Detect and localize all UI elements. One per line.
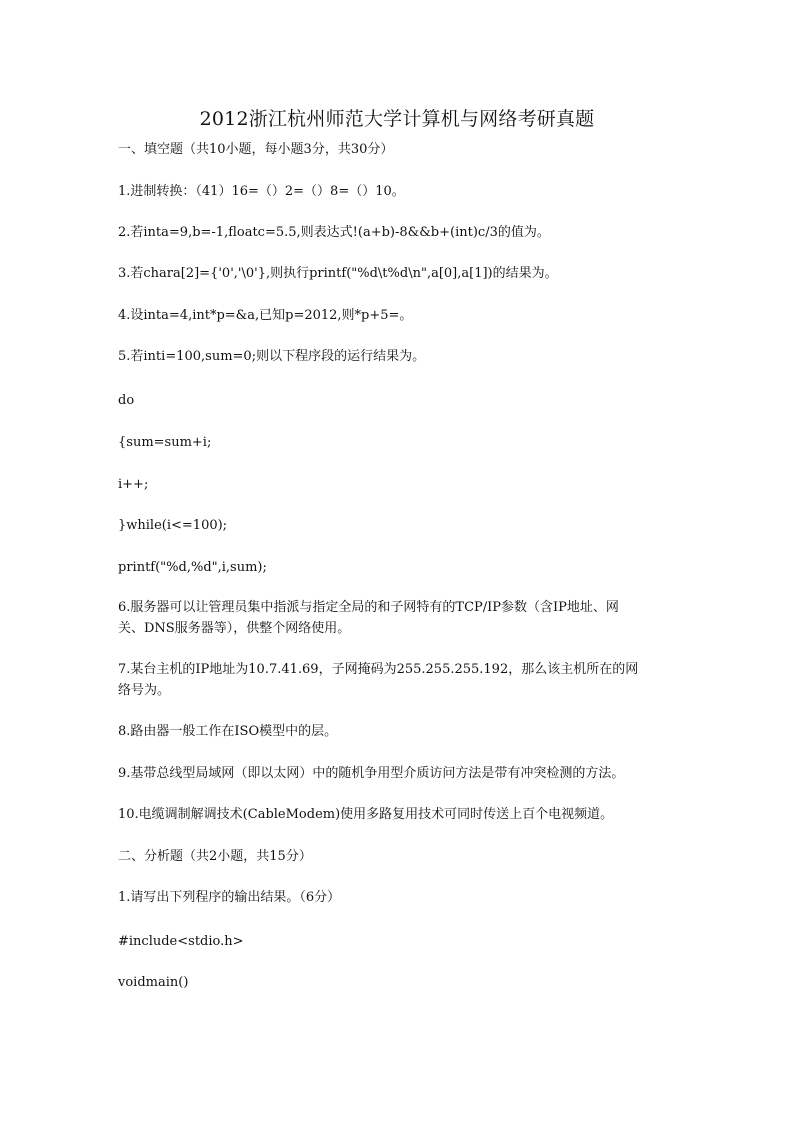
question-8: 8.路由器一般工作在ISO模型中的层。 xyxy=(118,724,338,739)
question-4: 4.设inta=4,int*p=&a,已知p=2012,则*p+5=。 xyxy=(118,308,413,323)
question-5: 5.若inti=100,sum=0;则以下程序段的运行结果为。 xyxy=(118,349,426,364)
code-line-sum: {sum=sum+i; xyxy=(118,435,212,450)
code-line-while: }while(i<=100); xyxy=(118,518,228,533)
question-6-line-2: 关、DNS服务器等），供整个网络使用。 xyxy=(118,621,351,636)
question-7-line-1: 7.某台主机的IP地址为10.7.41.69，子网掩码为255.255.255.192，那么该主机所在的网 xyxy=(118,662,639,677)
code-line-include: #include<stdio.h> xyxy=(118,934,244,949)
question-6-line-1: 6.服务器可以让管理员集中指派与指定全局的和子网特有的TCP/IP参数（含IP地址、网 xyxy=(118,600,619,615)
code-line-do: do xyxy=(118,393,135,408)
question-3: 3.若chara[2]={'0','\0'},则执行printf("%d\t%d\n",a[0],a[1])的结果为。 xyxy=(118,266,558,281)
code-line-main: voidmain() xyxy=(118,975,189,990)
code-line-printf: printf("%d,%d",i,sum); xyxy=(118,560,267,575)
question-7-line-2: 络号为。 xyxy=(118,683,171,698)
question-10: 10.电缆调制解调技术(CableModem)使用多路复用技术可同时传送上百个电视频道。 xyxy=(118,807,614,822)
section2-heading: 二、分析题（共2小题，共15分） xyxy=(118,849,312,864)
section1-heading: 一、填空题（共10小题，每小题3分，共30分） xyxy=(118,142,394,157)
question-1: 1.进制转换：（41）16=（）2=（）8=（）10。 xyxy=(118,184,405,199)
question-9: 9.基带总线型局域网（即以太网）中的随机争用型介质访问方法是带有冲突检测的方法。 xyxy=(118,766,625,781)
question-2: 2.若inta=9,b=-1,floatc=5.5,则表达式!(a+b)-8&&b+(int)c/3的值为。 xyxy=(118,225,550,240)
document-title: 2012浙江杭州师范大学计算机与网络考研真题 xyxy=(199,108,595,130)
code-line-increment: i++; xyxy=(118,477,149,492)
section2-question-1: 1.请写出下列程序的输出结果。（6分） xyxy=(118,890,341,905)
